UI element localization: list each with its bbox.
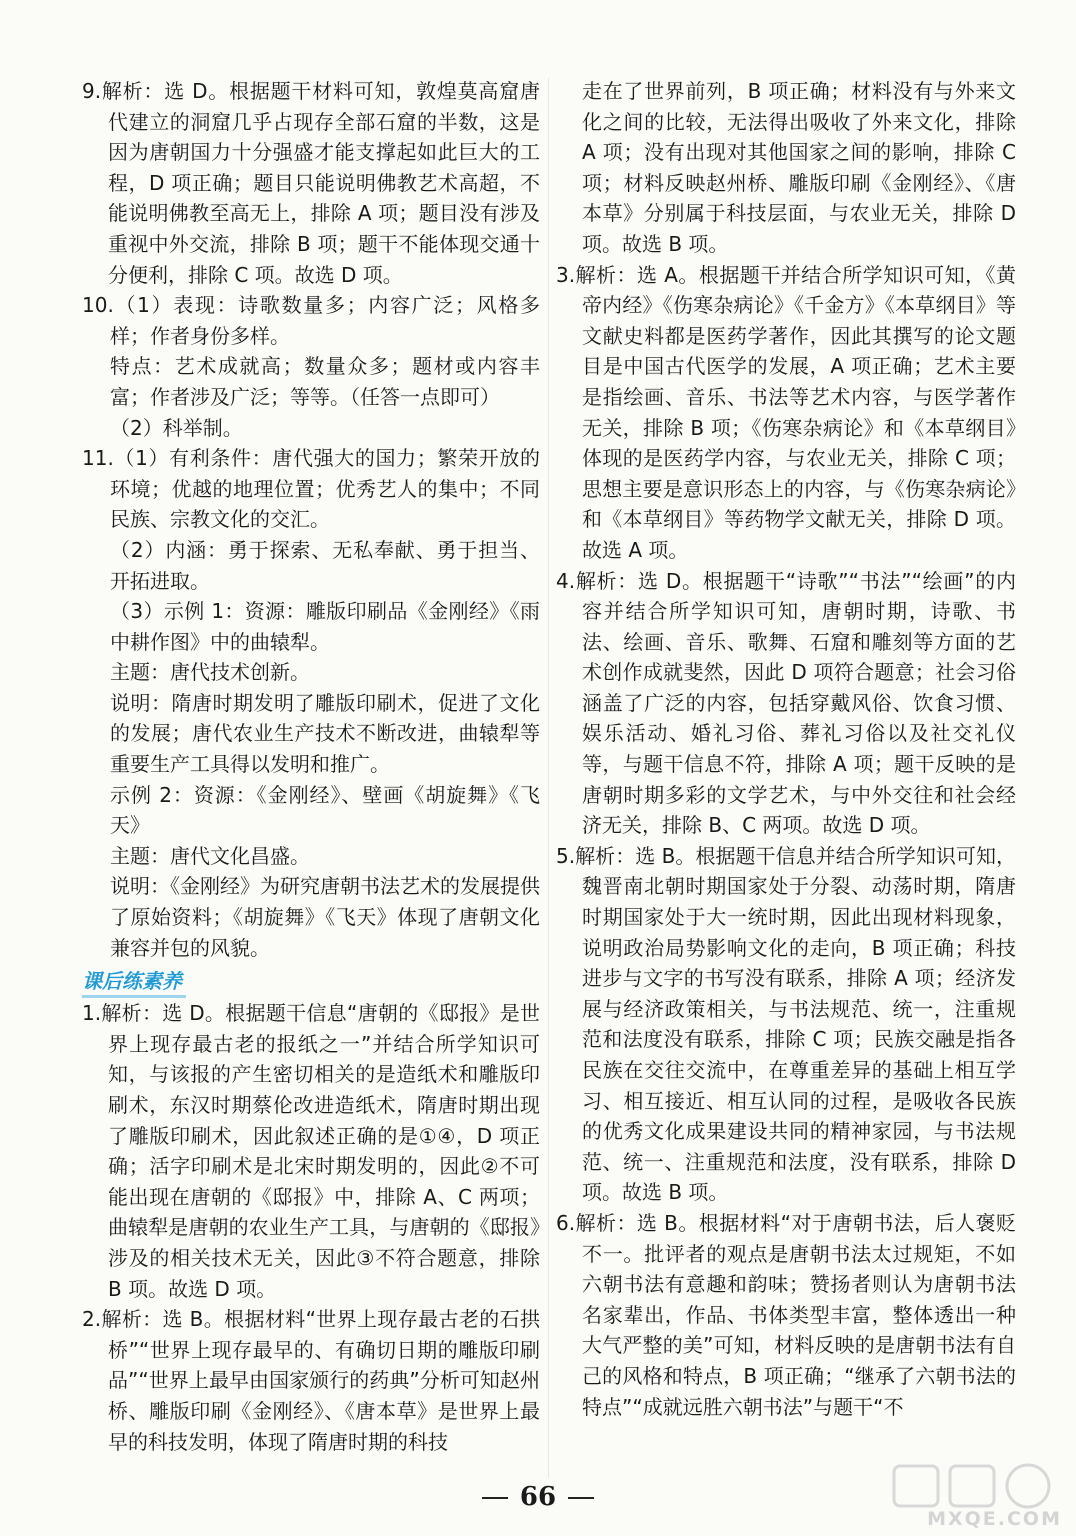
answer-q11-example2-resource: 示例 2：资源：《金刚经》、壁画《胡旋舞》《飞天》 <box>110 782 540 838</box>
answer-p2-continued: 走在了世界前列，B 项正确；材料没有与外来文化之间的比较，无法得出吸收了外来文化，排除 A 项；没有出现对其他国家之间的影响，排除 C 项；材料反映赵州桥、雕版印刷《金刚经》、《唐本草》分别属于科技层面，与农业无关，排除 D 项。故选 B 项。 <box>582 79 1016 256</box>
answer-p5: 5.解析：选 B。根据题干信息并结合所学知识可知，魏晋南北朝时期国家处于分裂、动荡时期，隋唐时期国家处于大一统时期，因此出现材料现象，说明政治局势影响文化的走向，B 项正确；科技进步与文字的书写没有联系，排除 A 项；经济发展与经济政策相关，与书法规范、统一，注重规范和法度没有联系，排除 C 项；民族交融是指各民族在交往交流中，在尊重差异的基础上相互学习、相互接近、相互认同的过程，是吸收各民族的优秀文化成果建设共同的精神家园，与书法规范、统一、注重规范和法度，没有联系，排除 D 项。故选 B 项。 <box>556 843 1016 1205</box>
watermark-text: MXQE.COM <box>927 1508 1062 1530</box>
section-title: 课后练素养 <box>82 967 186 998</box>
answer-q11-example2-explanation: 说明：《金刚经》为研究唐朝书法艺术的发展提供了原始资料；《胡旋舞》《飞天》体现了唐朝文化兼容并包的风貌。 <box>110 874 540 960</box>
answer-q11-example2-theme: 主题：唐代文化昌盛。 <box>110 843 310 868</box>
answer-q11-part1: 11.（1）有利条件：唐代强大的国力；繁荣开放的环境；优越的地理位置；优秀艺人的集中；不同民族、宗教文化的交汇。 <box>82 446 540 532</box>
page-number-value: 66 <box>519 1482 557 1512</box>
right-column <box>556 76 1016 1422</box>
answer-q11-example1-resource: （3）示例 1：资源：雕版印刷品《金刚经》《雨中耕作图》中的曲辕犁。 <box>110 599 540 654</box>
answer-p1: 1.解析：选 D。根据题干信息“唐朝的《邸报》是世界上现存最古老的报纸之一”并结合所学知识可知，与该报的产生密切相关的是造纸术和雕版印刷术，东汉时期蔡伦改进造纸术，隋唐时期出现了雕版印刷术，因此叙述正确的是①④，D 项正确；活字印刷术是北宋时期发明的，因此②不可能出现在唐朝的《邸报》中，排除 A、C 两项；曲辕犁是唐朝的农业生产工具，与唐朝的《邸报》涉及的相关技术无关，因此③不符合题意，排除 B 项。故选 D 项。 <box>82 1001 540 1301</box>
answer-q11-example1-explanation: 说明：隋唐时期发明了雕版印刷术，促进了文化的发展；唐代农业生产技术不断改进，曲辕犁等重要生产工具得以发明和推广。 <box>110 690 540 777</box>
answer-p6: 6.解析：选 B。根据材料“对于唐朝书法，后人褒贬不一。批评者的观点是唐朝书法太过规矩，不如六朝书法有意趣和韵味；赞扬者则认为唐朝书法名家辈出，作品、书体类型丰富，整体透出一种大气严整的美”可知，材料反映的是唐朝书法有自己的风格和特点，B 项正确；“继承了六朝书法的特点”“成就远胜六朝书法”与题干“不 <box>556 1210 1016 1419</box>
answer-q11-example1-theme: 主题：唐代技术创新。 <box>110 660 310 685</box>
answer-p3: 3.解析：选 A。根据题干并结合所学知识可知，《黄帝内经》《伤寒杂病论》《千金方》《本草纲目》等文献史料都是医药学著作，因此其撰写的论文题目是中国古代医学的发展，A 项正确；艺术主要是指绘画、音乐、书法等艺术内容，与医学著作无关，排除 B 项；《伤寒杂病论》和《本草纲目》体现的是医药学内容，与农业无关，排除 C 项；思想主要是意识形态上的内容，与《伤寒杂病论》和《本草纲目》等药物学文献无关，排除 D 项。故选 A 项。 <box>556 262 1016 562</box>
answer-q10-features: 特点：艺术成就高；数量众多；题材或内容丰富；作者涉及广泛；等等。（任答一点即可） <box>110 354 540 409</box>
answer-q9: 9.解析：选 D。根据题干材料可知，敦煌莫高窟唐代建立的洞窟几乎占现存全部石窟的半数，这是因为唐朝国力十分强盛才能支撑起如此巨大的工程，D 项正确；题目只能说明佛教艺术高超，不能说明佛教至高无上，排除 A 项；题目没有涉及重视中外交流，排除 B 项；题干不能体现交通十分便利，排除 C 项。故选 D 项。 <box>82 79 540 287</box>
answer-q10-part2: （2）科举制。 <box>110 415 243 440</box>
answer-q11-part2: （2）内涵：勇于探索、无私奉献、勇于担当、开拓进取。 <box>110 537 540 593</box>
answer-p4: 4.解析：选 D。根据题干“诗歌”“书法”“绘画”的内容并结合所学知识可知，唐朝时期，诗歌、书法、绘画、音乐、歌舞、石窟和雕刻等方面的艺术创作成就斐然，因此 D 项符合题意；社会习俗涵盖了广泛的内容，包括穿戴风俗、饮食习惯、娱乐活动、婚礼习俗、葬礼习俗以及社交礼仪等，与题干信息不符，排除 A 项；题干反映的是唐朝时期多彩的文学艺术，与中外交往和社会经济无关，排除 B、C 两项。故选 D 项。 <box>556 568 1016 838</box>
column-divider <box>548 78 549 1478</box>
left-column <box>82 76 540 1457</box>
page-number-dash-right <box>568 1497 594 1499</box>
answer-q10-part1: 10.（1）表现：诗歌数量多；内容广泛；风格多样；作者身份多样。 <box>82 293 540 348</box>
answer-p2-start: 2.解析：选 B。根据材料“世界上现存最古老的石拱桥”“世界上现存最早的、有确切日期的雕版印刷品”“世界上最早由国家颁行的药典”分析可知赵州桥、雕版印刷《金刚经》、《唐本草》是世界上最早的科技发明，体现了隋唐时期的科技 <box>82 1307 540 1454</box>
page-number-dash-left <box>482 1497 508 1499</box>
